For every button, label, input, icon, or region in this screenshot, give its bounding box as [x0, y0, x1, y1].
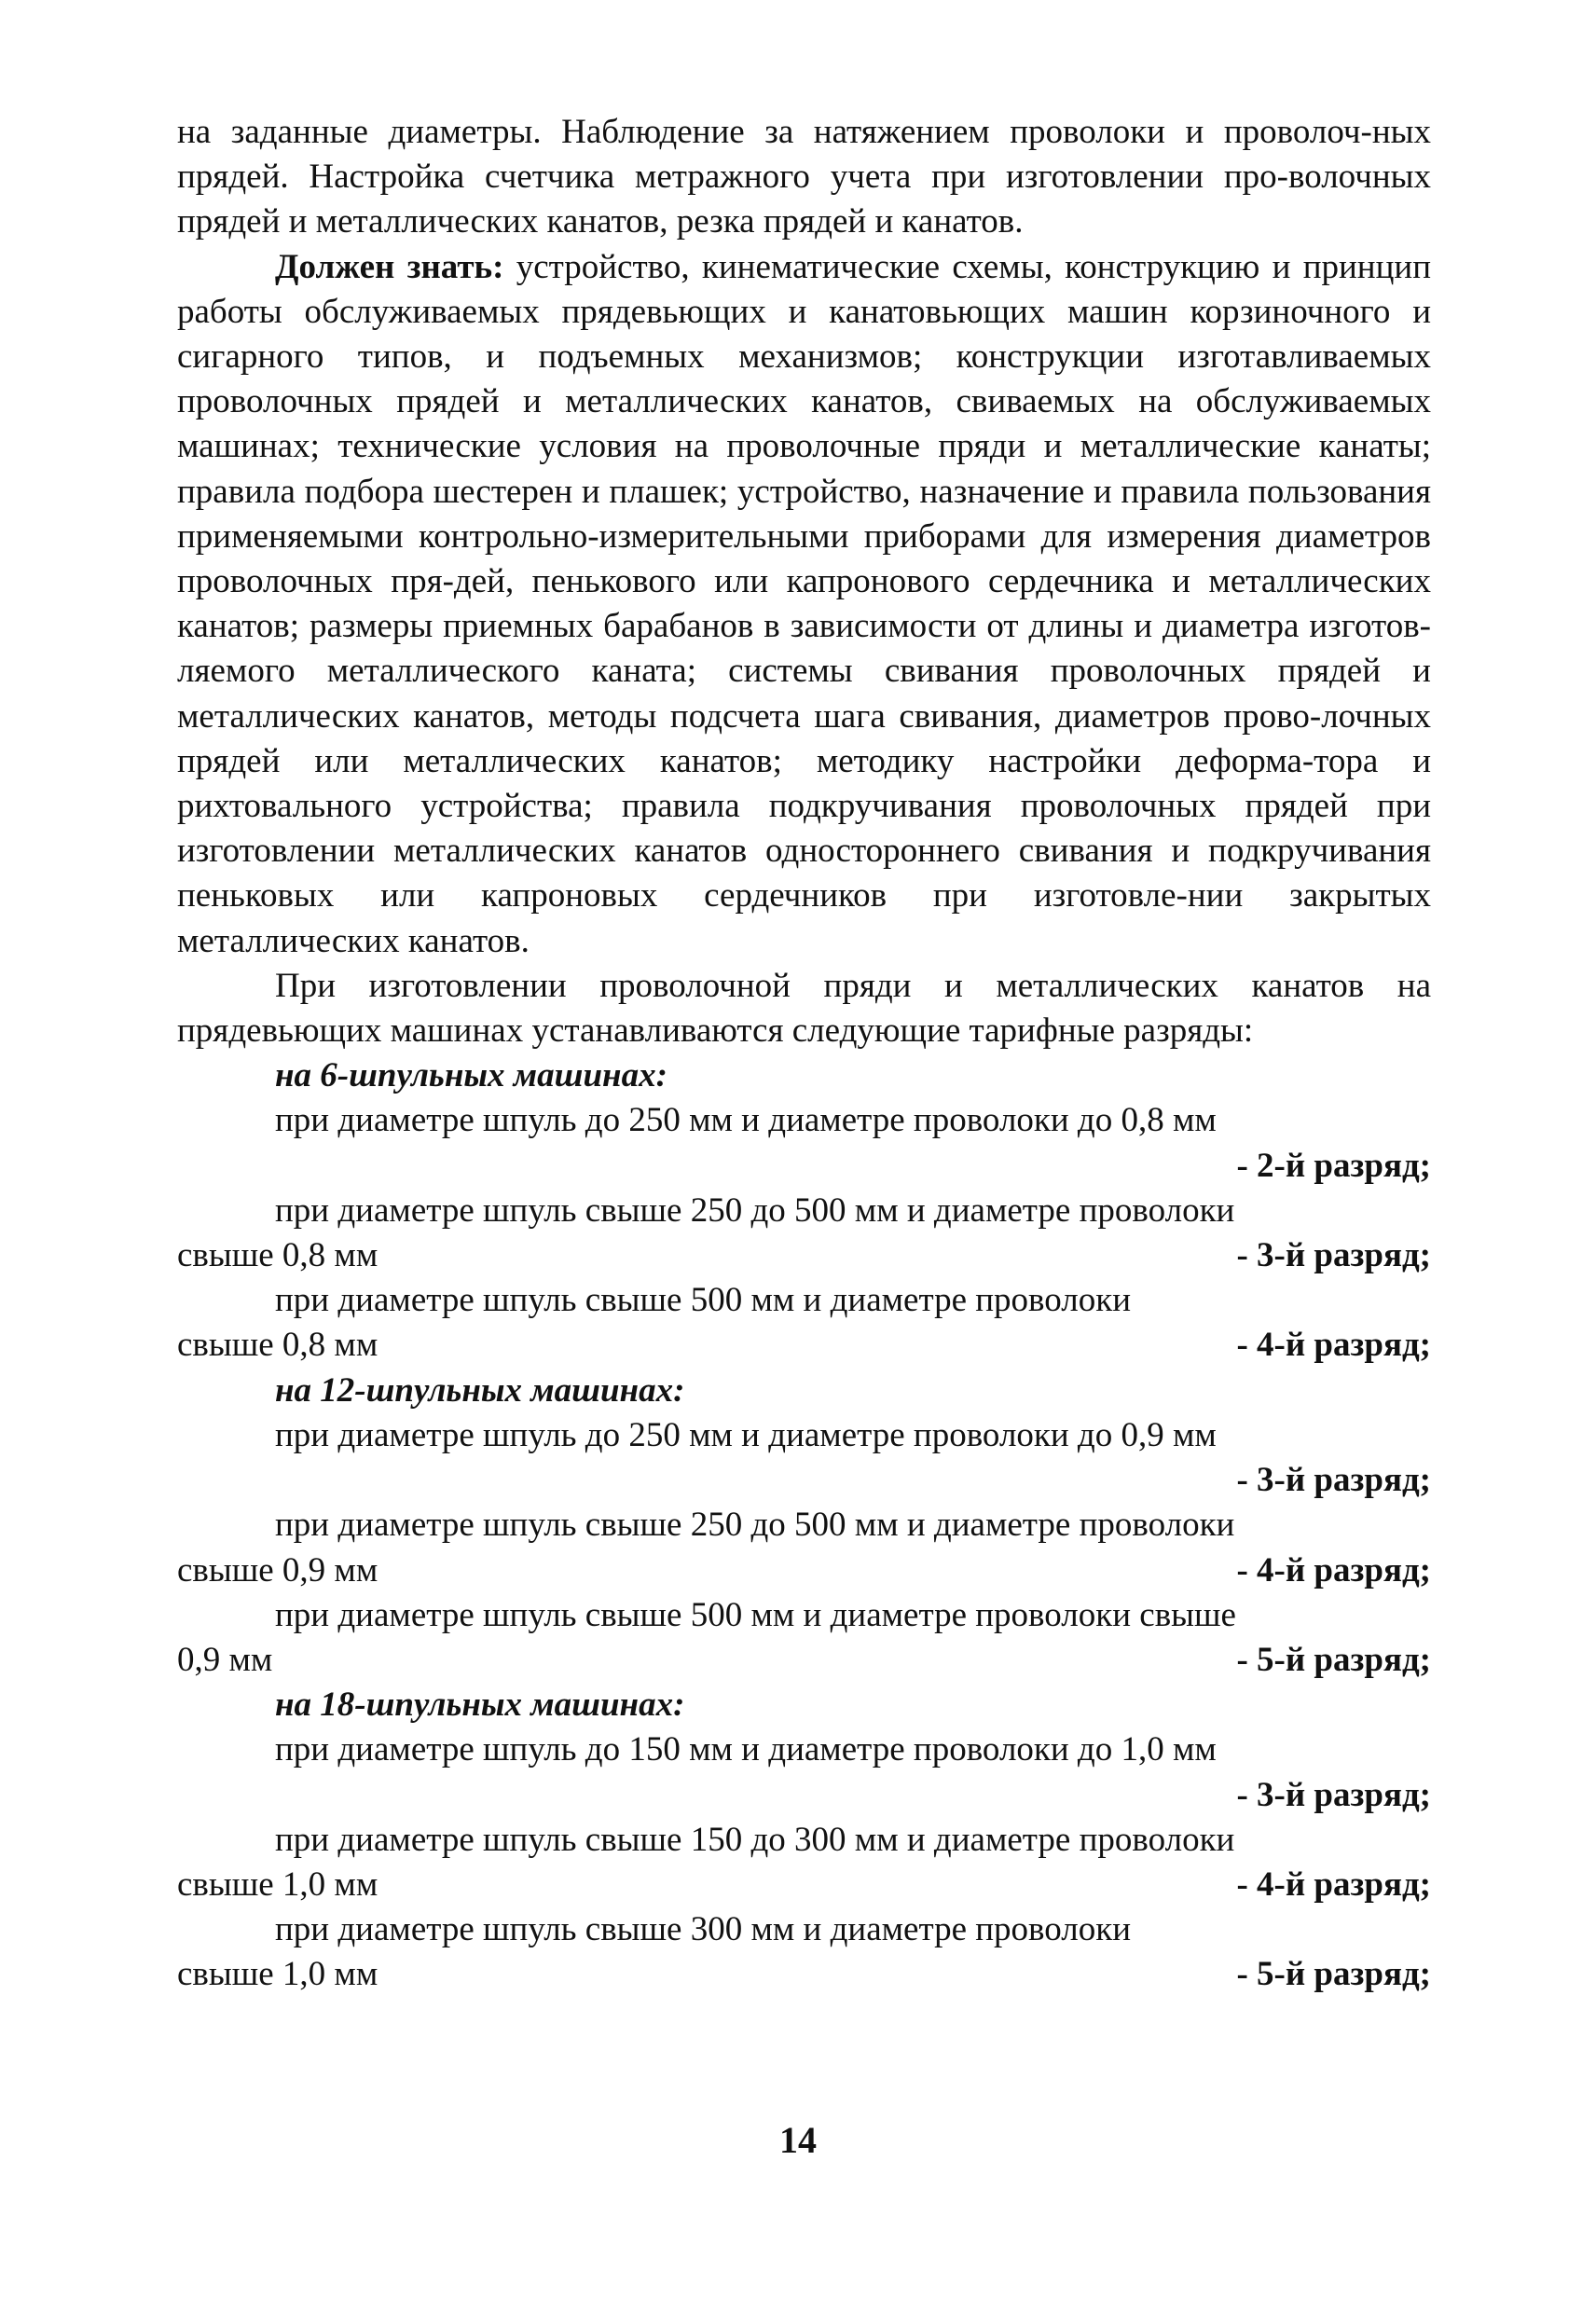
- section-18-spool: [177, 1683, 1431, 1997]
- grade-value: - 5-й разряд;: [1236, 1640, 1431, 1679]
- grade-value: - 3-й разряд;: [1236, 1461, 1431, 1500]
- paragraph-duties-continued: на заданные диаметры. Наблюдение за натяжением проволоки и проволоч-ных прядей. Настройка счетчика метражного учета при изготовлении про-волочных прядей и металлических канатов, резка прядей и канатов.: [177, 113, 1431, 241]
- grade-item-desc: при диаметре шпуль свыше 500 мм и диаметре проволоки свыше: [275, 1595, 1236, 1634]
- grade-item-desc: при диаметре шпуль свыше 150 до 300 мм и диаметре проволоки: [275, 1820, 1235, 1859]
- section-6-spool: [177, 1053, 1431, 1368]
- grade-value: - 4-й разряд;: [1236, 1865, 1431, 1904]
- grade-value: - 3-й разряд;: [1236, 1236, 1431, 1275]
- grade-item-desc: при диаметре шпуль свыше 500 мм и диаметре проволоки: [275, 1281, 1132, 1320]
- must-know-lead: Должен знать:: [275, 247, 504, 286]
- grade-value: - 4-й разряд;: [1236, 1326, 1431, 1365]
- grade-item-tail: [177, 1323, 1431, 1368]
- grade-item: [177, 1503, 1431, 1592]
- paragraph-tariff-intro: При изготовлении проволочной пряди и металлических канатов на прядевьющих машинах устанавливаются следующие тарифные разряды:: [177, 966, 1431, 1051]
- grade-item: [177, 1413, 1431, 1503]
- grade-item: [177, 1818, 1431, 1907]
- grade-value: - 3-й разряд;: [1236, 1775, 1431, 1814]
- grade-item-tail: [177, 1458, 1431, 1503]
- grade-item-condition: свыше 0,8 мм: [177, 1236, 378, 1275]
- grade-item: [177, 1593, 1431, 1683]
- grade-item-desc: при диаметре шпуль свыше 250 до 500 мм и диаметре проволоки: [275, 1190, 1235, 1230]
- grade-item-condition: свыше 1,0 мм: [177, 1955, 378, 1994]
- grade-item-desc: при диаметре шпуль до 250 мм и диаметре проволоки до 0,8 мм: [275, 1101, 1217, 1140]
- must-know-text: устройство, кинематические схемы, конструкцию и принцип работы обслуживаемых прядевьющих и канатовьющих машин корзиночного и сигарного типов, и подъемных механизмов; конструкции изготавливаемых проволочных прядей и металлических канатов, свиваемых на обслуживаемых машинах; технические условия на проволочные пряди и металлические канаты; правила подбора шестерен и плашек; устройство, назначение и правила пользования применяемыми контрольно-измерительными приборами для измерения диаметров проволочных пря-дей, пенькового или капронового сердечника и металлических канатов; размеры приемных барабанов в зависимости от длины и диаметра изготов-ляемого металлического каната; системы свивания проволочных прядей и металлических канатов, методы подсчета шага свивания, диаметров прово-лочных прядей или металлических канатов; методику настройки деформа-тора и рихтовального устройства; правила подкручивания проволочных прядей при изготовлении металлических канатов одностороннего свивания и подкручивания пеньковых или капроновых сердечников при изготовле-нии закрытых металлических канатов.: [177, 247, 1431, 960]
- grade-item-desc: при диаметре шпуль свыше 300 мм и диаметре проволоки: [275, 1910, 1132, 1949]
- grade-item: [177, 1278, 1431, 1368]
- grade-item-desc: при диаметре шпуль до 250 мм и диаметре проволоки до 0,9 мм: [275, 1415, 1217, 1454]
- grade-item-condition: 0,9 мм: [177, 1640, 273, 1679]
- section-heading: на 18-шпульных машинах:: [275, 1686, 685, 1725]
- grade-item-tail: [177, 1638, 1431, 1683]
- grade-item-condition: свыше 1,0 мм: [177, 1865, 378, 1904]
- section-12-spool: [177, 1369, 1431, 1683]
- grade-item: [177, 1189, 1431, 1278]
- paragraph-must-know: [177, 245, 1431, 964]
- grade-item-tail: [177, 1144, 1431, 1189]
- grade-item-condition: свыше 0,8 мм: [177, 1326, 378, 1365]
- grade-value: - 5-й разряд;: [1236, 1955, 1431, 1994]
- grade-item-tail: [177, 1863, 1431, 1907]
- section-heading: на 12-шпульных машинах:: [275, 1370, 685, 1410]
- grade-item: [177, 1727, 1431, 1817]
- body-text: [177, 110, 1431, 1998]
- grade-item-tail: [177, 1773, 1431, 1818]
- grade-item-tail: [177, 1952, 1431, 1997]
- grade-item-tail: [177, 1233, 1431, 1278]
- grade-item-condition: свыше 0,9 мм: [177, 1550, 378, 1590]
- grade-item-desc: при диаметре шпуль свыше 250 до 500 мм и диаметре проволоки: [275, 1506, 1235, 1545]
- grade-value: - 2-й разряд;: [1236, 1146, 1431, 1185]
- grade-value: - 4-й разряд;: [1236, 1550, 1431, 1590]
- section-heading: на 6-шпульных машинах:: [275, 1056, 667, 1095]
- grade-item-tail: [177, 1548, 1431, 1593]
- page-number: 14: [779, 2119, 817, 2161]
- grade-item: [177, 1907, 1431, 1997]
- grade-item: [177, 1098, 1431, 1188]
- grade-item-desc: при диаметре шпуль до 150 мм и диаметре проволоки до 1,0 мм: [275, 1730, 1217, 1769]
